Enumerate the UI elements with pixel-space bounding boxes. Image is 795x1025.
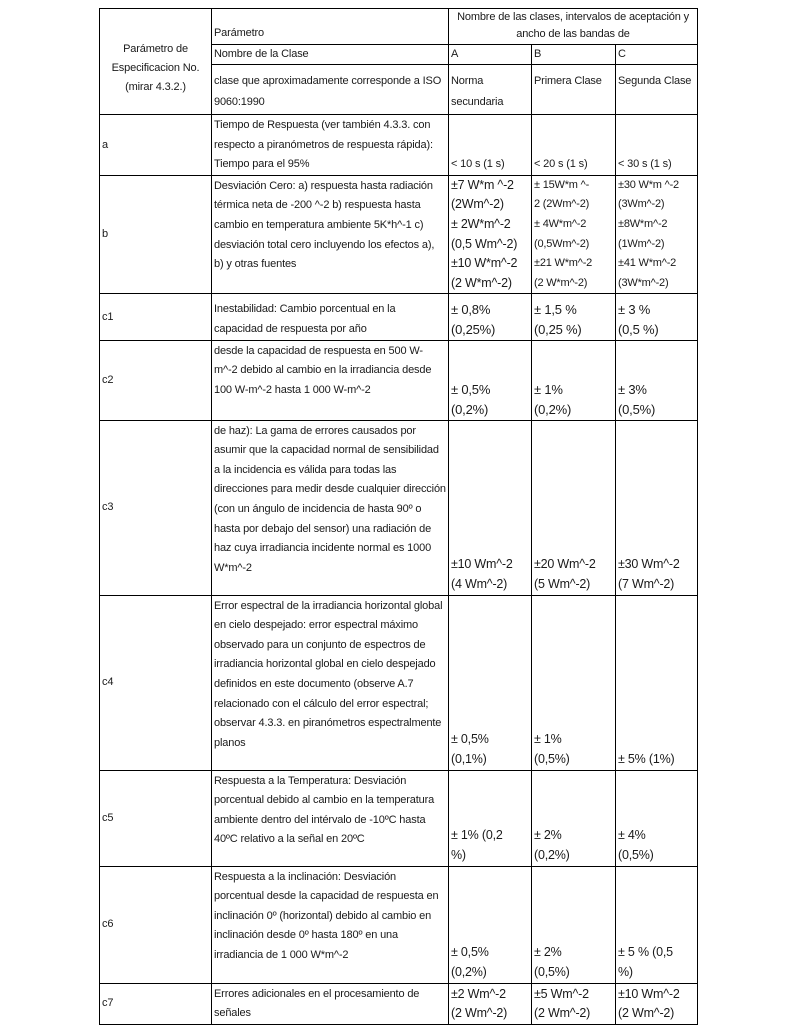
value-b bbox=[532, 175, 616, 294]
value-a bbox=[449, 420, 532, 595]
param-label: Parámetro bbox=[214, 27, 265, 40]
spec-param-header bbox=[100, 9, 212, 115]
spec-table bbox=[99, 8, 698, 1025]
iso-b-label: Primera Clase bbox=[534, 74, 602, 87]
row-id bbox=[100, 983, 212, 1024]
class-a-cell bbox=[449, 45, 532, 65]
value-a bbox=[449, 595, 532, 770]
value-a bbox=[449, 983, 532, 1024]
row-id-label: c2 bbox=[102, 373, 114, 386]
iso-c-label: Segunda Clase bbox=[618, 74, 692, 87]
table-row bbox=[100, 340, 698, 420]
value-b bbox=[532, 294, 616, 340]
class-a-label: A bbox=[451, 48, 459, 61]
value-c-text: ± 5 % (0,5 %) bbox=[618, 945, 673, 979]
value-c bbox=[616, 770, 698, 866]
value-b bbox=[532, 595, 616, 770]
row-id-label: c6 bbox=[102, 918, 114, 931]
row-desc bbox=[212, 595, 449, 770]
row-id bbox=[100, 340, 212, 420]
row-id bbox=[100, 595, 212, 770]
table-row bbox=[100, 595, 698, 770]
row-id-label: c1 bbox=[102, 310, 114, 323]
value-a bbox=[449, 115, 532, 176]
row-id-label: c3 bbox=[102, 501, 114, 514]
value-a bbox=[449, 340, 532, 420]
table-row bbox=[100, 175, 698, 294]
value-c bbox=[616, 595, 698, 770]
value-a-text: ±7 W*m ^-2 (2Wm^-2) ± 2W*m^-2 (0,5 Wm^-2) ±10 W*m^-2 (2 W*m^-2) bbox=[451, 177, 518, 290]
value-c-text: ±30 Wm^-2 (7 Wm^-2) bbox=[618, 557, 680, 591]
table-row bbox=[100, 420, 698, 595]
value-b bbox=[532, 770, 616, 866]
row-desc bbox=[212, 115, 449, 176]
iso-c-cell bbox=[616, 64, 698, 114]
class-c-cell bbox=[616, 45, 698, 65]
value-c-text: ±10 Wm^-2 (2 Wm^-2) bbox=[618, 986, 680, 1021]
row-desc bbox=[212, 770, 449, 866]
row-id-label: a bbox=[102, 138, 108, 151]
row-id-label: c4 bbox=[102, 676, 114, 689]
value-b bbox=[532, 866, 616, 983]
row-desc-text: Tiempo de Respuesta (ver también 4.3.3. con respecto a piranómetros de respuesta rápida): Tiempo para el 95% bbox=[214, 119, 433, 171]
param-header bbox=[212, 9, 449, 45]
value-c-text: ± 5% (1%) bbox=[618, 751, 675, 766]
value-c bbox=[616, 420, 698, 595]
value-a bbox=[449, 770, 532, 866]
value-b-text: ± 2% (0,5%) bbox=[534, 945, 570, 979]
value-b-text: ± 15W*m ^- 2 (2Wm^-2) ± 4W*m^-2 (0,5Wm^-2) ±21 W*m^-2 (2 W*m^-2) bbox=[534, 178, 593, 289]
value-c-text: ± 4% (0,5%) bbox=[618, 828, 654, 862]
row-desc-text: Respuesta a la Temperatura: Desviación porcentual debido al cambio en la temperatura ambiente dentro del intérvalo de -10ºC hasta 40ºC relativo a la señal en 20ºC bbox=[214, 774, 435, 846]
iso-label-cell bbox=[212, 64, 449, 114]
table-row bbox=[100, 770, 698, 866]
class-header bbox=[449, 9, 698, 45]
value-a-text: ± 0,5% (0,1%) bbox=[451, 732, 489, 766]
value-b bbox=[532, 983, 616, 1024]
row-desc-text: Respuesta a la inclinación: Desviación porcentual desde la capacidad de respuesta en inclinación 0º (horizontal) debido al cambio en inclinación desde 0º hasta 180º en una irradiancia de 1 000 W*m^-2 bbox=[214, 870, 439, 961]
row-id bbox=[100, 175, 212, 294]
value-c bbox=[616, 294, 698, 340]
value-a-text: ± 0,8% (0,25%) bbox=[451, 302, 496, 337]
table-row bbox=[100, 294, 698, 340]
value-c-text: ± 3% (0,5%) bbox=[618, 382, 656, 417]
value-b-text: ±5 Wm^-2 (2 Wm^-2) bbox=[534, 986, 591, 1021]
table-row bbox=[100, 866, 698, 983]
value-b-text: ±20 Wm^-2 (5 Wm^-2) bbox=[534, 557, 596, 591]
class-b-cell bbox=[532, 45, 616, 65]
value-c bbox=[616, 115, 698, 176]
row-desc-text: Error espectral de la irradiancia horizontal global en cielo despejado: error espectral máximo observado para un conjunto de espectros de irradiancia horizontal global en cielo despejado definidos en este documento (observe A.7 relacionado con el cálculo del error espectral; observar 4.3.3. en piranómetros espectralmente planos bbox=[214, 599, 443, 749]
value-c-text: ±30 W*m ^-2 (3Wm^-2) ±8W*m^-2 (1Wm^-2) ±41 W*m^-2 (3W*m^-2) bbox=[618, 178, 679, 289]
class-b-label: B bbox=[534, 48, 542, 61]
row-desc-text: Desviación Cero: a) respuesta hasta radiación térmica neta de -200 ^-2 b) respuesta hasta cambio en temperatura ambiente 5K*h^-1 c) desviación total cero incluyendo los efectos a), b) y otras fuentes bbox=[214, 179, 435, 271]
class-name-label: Nombre de la Clase bbox=[214, 48, 309, 61]
class-name-label-cell bbox=[212, 45, 449, 65]
value-b bbox=[532, 115, 616, 176]
value-a-text: ±10 Wm^-2 (4 Wm^-2) bbox=[451, 557, 513, 591]
value-a-text: ± 0,5% (0,2%) bbox=[451, 945, 489, 979]
value-c bbox=[616, 175, 698, 294]
row-id bbox=[100, 420, 212, 595]
value-c bbox=[616, 983, 698, 1024]
row-desc bbox=[212, 340, 449, 420]
value-a bbox=[449, 294, 532, 340]
row-desc-text: Errores adicionales en el procesamiento de señales bbox=[214, 987, 420, 1020]
value-a bbox=[449, 866, 532, 983]
class-header-label: Nombre de las clases, intervalos de aceptación y ancho de las bandas de bbox=[457, 11, 689, 40]
class-c-label: C bbox=[618, 48, 626, 61]
value-c-text: ± 3 % (0,5 %) bbox=[618, 302, 659, 337]
row-desc-text: desde la capacidad de respuesta en 500 W-m^-2 debido al cambio en la irradiancia desde 100 W-m^-2 hasta 1 000 W-m^-2 bbox=[214, 344, 432, 396]
value-b bbox=[532, 340, 616, 420]
table-row bbox=[100, 983, 698, 1024]
row-desc bbox=[212, 866, 449, 983]
value-a-text: < 10 s (1 s) bbox=[451, 158, 505, 171]
row-desc-text: de haz): La gama de errores causados por asumir que la capacidad normal de sensibilidad a la incidencia es válida para todas las direcciones para medir desde cualquier dirección (con un ángulo de incidencia de hasta 90º o hasta por debajo del sensor) una radiación de haz cuya irradiancia incidente normal es 1000 W*m^-2 bbox=[214, 424, 446, 574]
value-b-text: ± 1% (0,2%) bbox=[534, 382, 572, 417]
iso-b-cell bbox=[532, 64, 616, 114]
row-id bbox=[100, 866, 212, 983]
row-id bbox=[100, 115, 212, 176]
value-c bbox=[616, 866, 698, 983]
iso-a-label: Norma secundaria bbox=[451, 74, 504, 108]
table-row bbox=[100, 115, 698, 176]
iso-label: clase que aproximadamente corresponde a ISO 9060:1990 bbox=[214, 74, 442, 108]
value-b-text: ± 1,5 % (0,25 %) bbox=[534, 302, 582, 337]
row-desc bbox=[212, 175, 449, 294]
row-id-label: b bbox=[102, 228, 108, 241]
row-desc-text: Inestabilidad: Cambio porcentual en la capacidad de respuesta por año bbox=[214, 303, 396, 335]
value-b-text: ± 1% (0,5%) bbox=[534, 732, 570, 766]
row-id-label: c7 bbox=[102, 997, 114, 1010]
value-b-text: < 20 s (1 s) bbox=[534, 158, 588, 171]
row-id-label: c5 bbox=[102, 811, 114, 824]
row-desc bbox=[212, 294, 449, 340]
value-c bbox=[616, 340, 698, 420]
value-a-text: ± 1% (0,2 %) bbox=[451, 828, 503, 862]
value-b-text: ± 2% (0,2%) bbox=[534, 828, 570, 862]
iso-a-cell bbox=[449, 64, 532, 114]
row-desc bbox=[212, 983, 449, 1024]
value-a-text: ± 0,5% (0,2%) bbox=[451, 382, 491, 417]
value-a bbox=[449, 175, 532, 294]
row-desc bbox=[212, 420, 449, 595]
row-id bbox=[100, 770, 212, 866]
row-id bbox=[100, 294, 212, 340]
value-a-text: ±2 Wm^-2 (2 Wm^-2) bbox=[451, 986, 508, 1021]
value-b bbox=[532, 420, 616, 595]
spec-param-label: Parámetro de Especificacion No. (mirar 4.3.2.) bbox=[111, 43, 200, 93]
value-c-text: < 30 s (1 s) bbox=[618, 158, 672, 171]
